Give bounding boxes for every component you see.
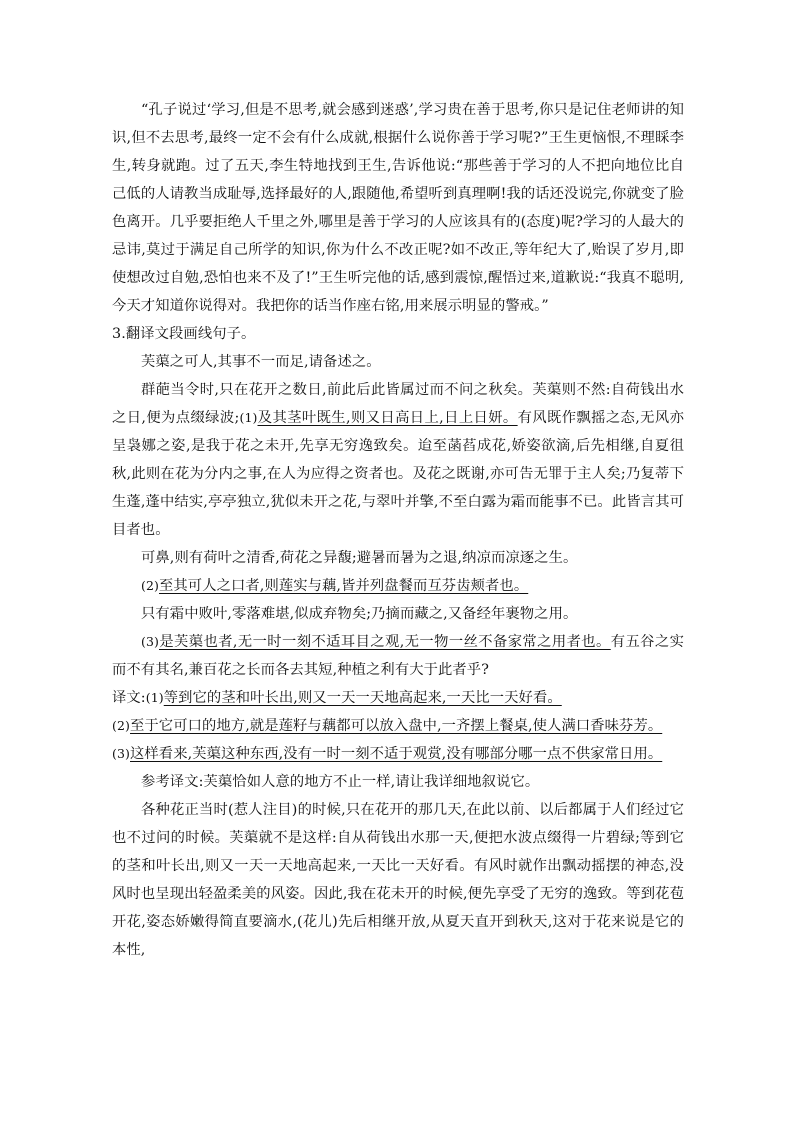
story-translation-paragraph: “孔子说过‘学习,但是不思考,就会感到迷惑’,学习贵在善于思考,你只是记住老师讲的知识,但不去思考,最终一定不会有什么成就,根据什么说你善于学习呢?”王生更恼恨,不理睬李生,转身就跑。过了五天,李生特地找到王生,告诉他说:“那些善于学习的人不把向地位比自己低的人请教当成耻辱,选择最好的人,跟随他,希望听到真理啊!我的话还没说完,你就变了脸色离开。几乎要拒绝人千里之外,哪里是善于学习的人应该具有的(态度)呢?学习的人最大的忌讳,莫过于满足自己所学的知识,你为什么不改正呢?如不改正,等年纪大了,贻误了岁月,即使想改过自勉,恐怕也来不及了!”王生听完他的话,感到震惊,醒悟过来,道歉说:“我真不聪明,今天才知道你说得对。我把你的话当作座右铭,用来展示明显的警戒。”	[112, 102, 684, 314]
reference-translation-1: 参考译文:芙蕖恰如人意的地方不止一样,请让我详细地叙说它。	[141, 774, 540, 790]
passage-text: 群葩当令时,只在花开之数日,前此后此皆属过而不问之秋矣。芙蕖则不然:自荷钱出水之日,便为点缀绿波;	[112, 382, 684, 426]
question-title: 3.翻译文段画线句子。	[112, 326, 256, 342]
passage-paragraph-2	[112, 376, 684, 544]
answer-number: (2)	[112, 718, 131, 733]
answer-number: (3)	[112, 746, 131, 761]
sentence-number: (2)	[141, 578, 160, 593]
passage-paragraph-5: 只有霜中败叶,零落难堪,似成弃物矣;乃摘而藏之,又备经年裹物之用。	[141, 606, 578, 622]
answer-2-text: 至于它可口的地方,就是莲籽与藕都可以放入盘中,一齐摆上餐桌,使人满口香味芬芳。	[130, 718, 663, 734]
passage-text: 有五谷之实而不有其名,兼百花之长而各去其短,种植之利有大于此者乎?	[112, 634, 684, 678]
passage-paragraph-3: 可鼻,则有荷叶之清香,荷花之异馥;避暑而暑为之退,纳凉而凉逐之生。	[141, 550, 578, 566]
passage-paragraph-6	[112, 628, 684, 684]
answer-number: (1)	[145, 690, 164, 705]
sentence-number: (3)	[141, 634, 160, 649]
underlined-sentence-2: 至其可人之口者,则莲实与藕,皆并列盘餐而互芬齿颊者也。	[159, 578, 529, 594]
passage-text: 有风既作飘摇之态,无风亦呈袅娜之姿,是我于花之未开,先享无穷逸致矣。迨至菡萏成花,娇姿欲滴,后先相继,自夏徂秋,此则在花为分内之事,在人为应得之资者也。及花之既谢,亦可告无罪于主人矣;乃复蒂下生蓬,蓬中结实,亭亭独立,犹似未开之花,与翠叶并擎,不至白露为霜而能事不已。此皆言其可目者也。	[112, 410, 684, 538]
underlined-sentence-3: 是芙蕖也者,无一时一刻不适耳目之观,无一物一丝不备家常之用者也。	[159, 634, 611, 650]
underlined-sentence-1: 及其茎叶既生,则又日高日上,日上日妍。	[257, 410, 518, 426]
passage-paragraph-4	[112, 572, 684, 600]
answer-line-2	[112, 712, 684, 740]
answer-line-3	[112, 740, 684, 768]
answer-label: 译文:	[112, 690, 146, 706]
answer-1-text: 等到它的茎和叶长出,则又一天一天地高起来,一天比一天好看。	[163, 690, 562, 706]
reference-translation-2: 各种花正当时(惹人注目)的时候,只在花开的那几天,在此以前、以后都属于人们经过它也不过问的时候。芙蕖就不是这样:自从荷钱出水那一天,便把水波点缀得一片碧绿;等到它的茎和叶长出,则又一天一天地高起来,一天比一天好看。有风时就作出飘动摇摆的神态,没风时也呈现出轻盈柔美的风姿。因此,我在花未开的时候,便先享受了无穷的逸致。等到花苞开花,姿态娇嫩得简直要滴水,(花儿)先后相继开放,从夏天直开到秋天,这对于花来说是它的本性,	[112, 802, 684, 958]
passage-paragraph-1: 芙蕖之可人,其事不一而足,请备述之。	[141, 354, 381, 370]
document-body	[112, 96, 684, 964]
answer-line-1	[112, 684, 684, 712]
sentence-number: (1)	[239, 410, 258, 425]
answer-3-text: 这样看来,芙蕖这种东西,没有一时一刻不适于观赏,没有哪部分哪一点不供家常日用。	[130, 746, 663, 762]
